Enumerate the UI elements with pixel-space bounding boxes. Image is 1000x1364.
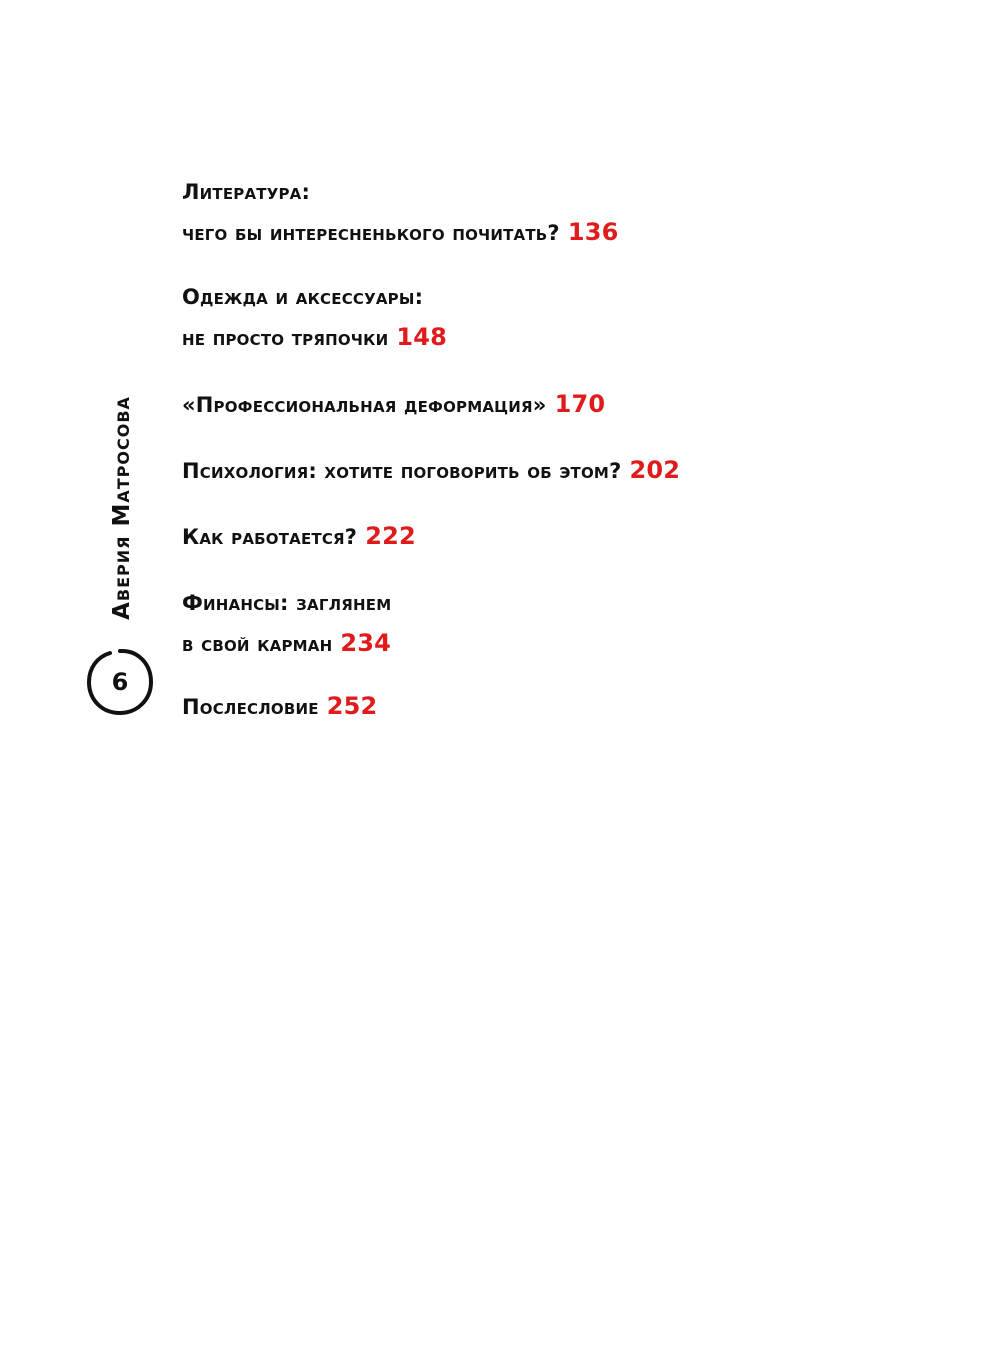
toc-entry-subtitle: в свой карман 234 xyxy=(182,629,392,657)
toc-entry-title: Финансы: заглянем xyxy=(182,591,392,615)
toc-entry-title: Одежда и аксессуары: xyxy=(182,285,424,309)
toc-entry-title: Психология: хотите поговорить об этом? 202 xyxy=(182,456,681,484)
toc-page-number: 136 xyxy=(567,218,619,246)
running-author: Аверия Матросова xyxy=(109,396,135,620)
toc-entry-title: Литература: xyxy=(182,180,311,204)
toc-entry-deformation[interactable] xyxy=(182,384,942,425)
toc-entry-subtitle: не просто тряпочки 148 xyxy=(182,323,448,351)
toc-page-number: 234 xyxy=(340,629,392,657)
toc-page-number: 148 xyxy=(396,323,448,351)
toc-entry-clothing[interactable] xyxy=(182,277,942,358)
page-number: 6 xyxy=(111,668,129,696)
toc-page-number: 252 xyxy=(326,692,378,720)
toc-page-number: 222 xyxy=(365,522,416,550)
toc-entry-literature[interactable] xyxy=(182,172,942,253)
toc-page-number: 202 xyxy=(629,456,681,484)
toc-entry-title: «Профессиональная деформация» 170 xyxy=(182,390,606,418)
toc-entry-title: Послесловие 252 xyxy=(182,692,378,720)
toc-entry-afterword[interactable] xyxy=(182,686,942,727)
toc-entry-subtitle: чего бы интересненького почитать? 136 xyxy=(182,218,619,246)
toc-page-number: 170 xyxy=(554,390,606,418)
toc-entry-work[interactable] xyxy=(182,516,942,557)
toc-entry-psychology[interactable] xyxy=(182,450,942,491)
toc-entry-finance[interactable] xyxy=(182,583,942,664)
toc-entry-title: Как работается? 222 xyxy=(182,522,416,550)
